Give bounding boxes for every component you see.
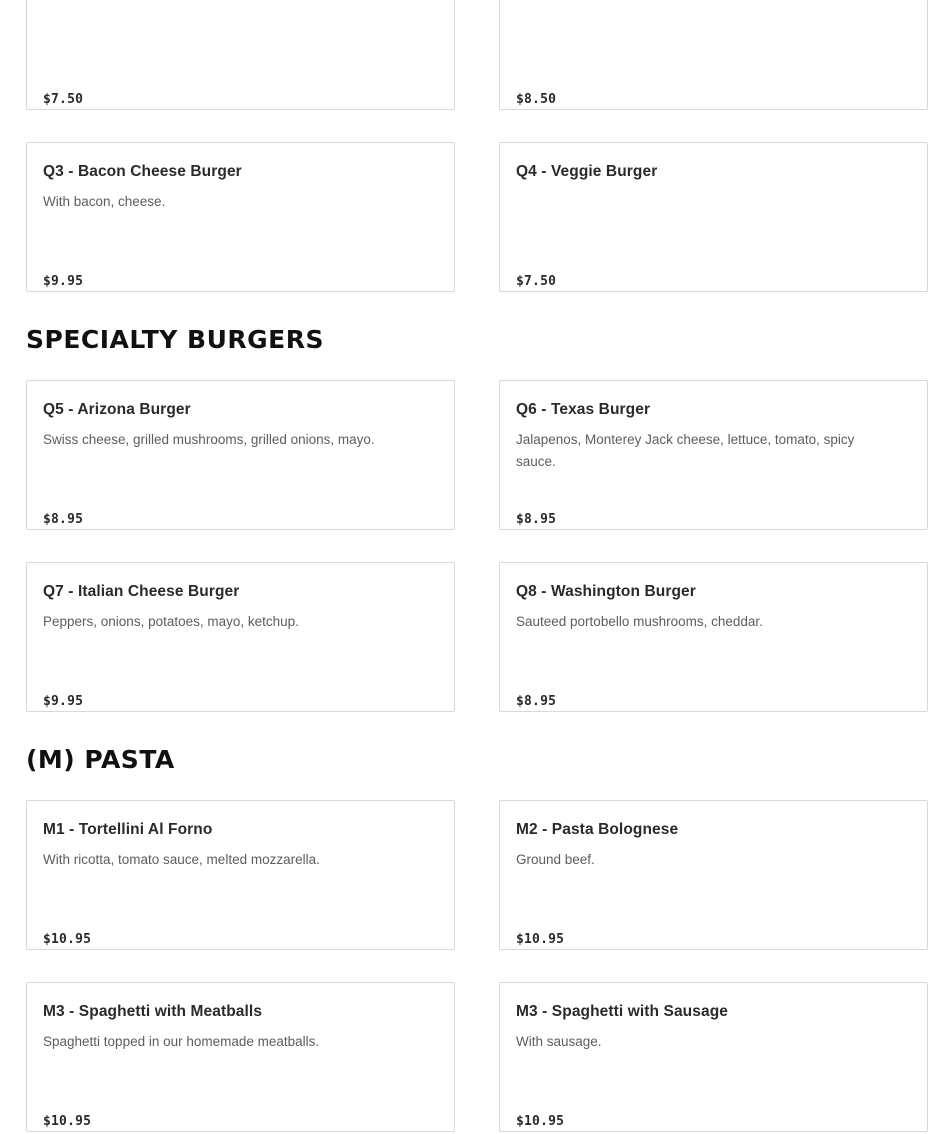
item-name: Q4 - Veggie Burger [516,163,658,180]
item-description: Swiss cheese, grilled mushrooms, grilled onions, mayo. [43,432,375,447]
item-name: Q3 - Bacon Cheese Burger [43,163,242,180]
item-description: Sauteed portobello mushrooms, cheddar. [516,614,763,629]
menu-item-card[interactable] [499,380,928,530]
item-price: $7.50 [43,92,84,107]
item-name: Q6 - Texas Burger [516,401,651,418]
item-price: $10.95 [43,932,92,947]
menu-item-card[interactable] [26,982,455,1132]
item-name: M2 - Pasta Bolognese [516,821,679,838]
item-price: $10.95 [516,932,565,947]
item-name: Q5 - Arizona Burger [43,401,191,418]
item-name: M3 - Spaghetti with Meatballs [43,1003,263,1020]
menu-item-card[interactable] [26,142,455,292]
menu-item-card[interactable] [499,562,928,712]
menu-item-card[interactable] [26,562,455,712]
item-price: $9.95 [43,694,84,709]
item-description: Spaghetti topped in our homemade meatballs. [43,1034,320,1049]
menu-item-card[interactable] [26,0,455,110]
item-price: $9.95 [43,274,84,289]
item-description: Peppers, onions, potatoes, mayo, ketchup. [43,614,299,629]
item-price: $10.95 [43,1114,92,1129]
item-name: M1 - Tortellini Al Forno [43,821,213,838]
section-title-pasta: (M) PASTA [26,745,175,774]
menu-item-card[interactable] [26,800,455,950]
menu-item-card[interactable] [499,982,928,1132]
item-description: With bacon, cheese. [43,194,166,209]
item-price: $7.50 [516,274,557,289]
item-description: Ground beef. [516,852,595,867]
menu-item-card[interactable] [499,800,928,950]
section-title-specialty-burgers: SPECIALTY BURGERS [26,325,325,354]
menu-item-card[interactable] [499,142,928,292]
item-name: Q7 - Italian Cheese Burger [43,583,240,600]
item-name: M3 - Spaghetti with Sausage [516,1003,728,1020]
menu-item-card[interactable] [26,380,455,530]
item-price: $8.95 [43,512,84,527]
item-description: With ricotta, tomato sauce, melted mozzarella. [43,852,320,867]
item-price: $8.95 [516,512,557,527]
item-price: $8.95 [516,694,557,709]
menu-item-card[interactable] [499,0,928,110]
item-name: Q8 - Washington Burger [516,583,696,600]
item-price: $10.95 [516,1114,565,1129]
item-price: $8.50 [516,92,557,107]
item-description: Jalapenos, Monterey Jack cheese, lettuce, tomato, spicy sauce. [516,432,855,469]
item-description: With sausage. [516,1034,602,1049]
